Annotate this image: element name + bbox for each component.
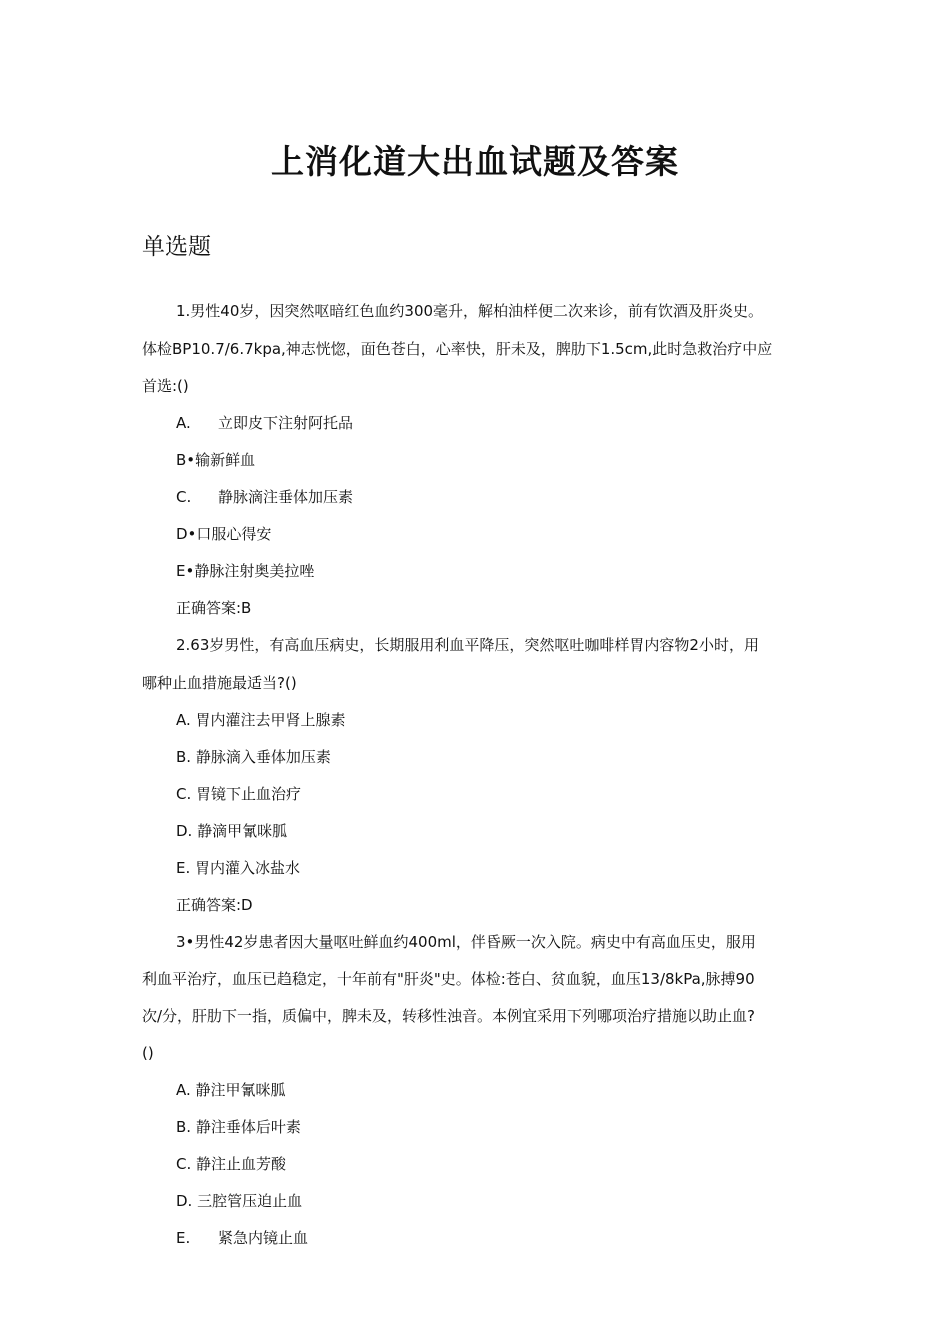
question-3-option-d xyxy=(176,1191,302,1211)
question-2-option-c xyxy=(176,784,301,804)
question-2-option-b xyxy=(176,747,331,767)
option-text: 三腔管压迫止血 xyxy=(197,1192,303,1210)
option-letter: E. xyxy=(176,1229,191,1247)
option-letter: A. xyxy=(176,414,191,432)
option-text: 口服心得安 xyxy=(196,525,272,543)
question-3-option-e xyxy=(176,1228,308,1248)
option-text: 胃镜下止血治疗 xyxy=(196,785,302,803)
question-1-answer: 正确答案:B xyxy=(176,599,252,617)
question-2-stem-line-1: 2.63岁男性，有高血压病史，长期服用利血平降压，突然呕吐咖啡样胃内容物2小时，用 xyxy=(176,636,759,654)
option-letter: E• xyxy=(176,562,195,580)
option-text: 胃内灌注去甲肾上腺素 xyxy=(195,711,346,729)
option-letter: A. xyxy=(176,711,191,729)
option-text: 立即皮下注射阿托品 xyxy=(218,414,354,432)
option-text: 胃内灌入冰盐水 xyxy=(195,859,301,877)
option-text: 静滴甲氰咪胍 xyxy=(197,822,288,840)
page-title: 上消化道大出血试题及答案 xyxy=(271,142,679,181)
option-text: 静注甲氰咪胍 xyxy=(195,1081,286,1099)
option-text: 静注止血芳酸 xyxy=(196,1155,287,1173)
option-letter: B• xyxy=(176,451,196,469)
option-letter: E. xyxy=(176,859,191,877)
option-text: 静注垂体后叶素 xyxy=(195,1118,301,1136)
question-3-stem-line-4: () xyxy=(142,1044,154,1062)
option-letter: D. xyxy=(176,822,193,840)
question-1-option-e xyxy=(176,561,314,581)
question-1-option-a xyxy=(176,413,353,433)
section-heading: 单选题 xyxy=(142,234,211,260)
question-1-option-b xyxy=(176,450,255,470)
option-text: 紧急内镜止血 xyxy=(218,1229,309,1247)
question-2-stem-line-2: 哪种止血措施最适当?() xyxy=(142,674,297,692)
question-3-option-c xyxy=(176,1154,286,1174)
question-2-option-e xyxy=(176,858,300,878)
option-text: 输新鲜血 xyxy=(195,451,256,469)
question-1-option-d xyxy=(176,524,271,544)
option-text: 静脉滴注垂体加压素 xyxy=(218,488,354,506)
option-text: 静脉注射奥美拉唑 xyxy=(194,562,315,580)
question-3-option-b xyxy=(176,1117,301,1137)
question-3-stem-line-2: 利血平治疗，血压已趋稳定，十年前有"肝炎"史。体检:苍白、贫血貌，血压13/8kPa,脉搏90 xyxy=(142,970,755,988)
option-letter: C. xyxy=(176,1155,192,1173)
option-letter: B. xyxy=(176,1118,192,1136)
question-1-stem-line-1: 1.男性40岁，因突然呕暗红色血约300毫升，解柏油样便二次来诊，前有饮酒及肝炎史。 xyxy=(176,302,764,320)
question-2-option-a xyxy=(176,710,346,730)
question-2-option-d xyxy=(176,821,287,841)
question-3-option-a xyxy=(176,1080,286,1100)
option-letter: D. xyxy=(176,1192,193,1210)
option-letter: D• xyxy=(176,525,197,543)
question-3-stem-line-1: 3•男性42岁患者因大量呕吐鲜血约400ml，伴昏厥一次入院。病史中有高血压史，服用 xyxy=(176,933,756,951)
question-3-stem-line-3: 次/分，肝肋下一指，质偏中，脾未及，转移性浊音。本例宜采用下列哪项治疗措施以助止血? xyxy=(142,1007,756,1025)
question-1-stem-line-3: 首选:() xyxy=(142,377,189,395)
option-letter: C. xyxy=(176,488,192,506)
question-1-stem-line-2: 体检BP10.7/6.7kpa,神志恍惚，面色苍白，心率快，肝未及，脾肋下1.5cm,此时急救治疗中应 xyxy=(142,340,773,358)
option-letter: A. xyxy=(176,1081,191,1099)
question-2-answer: 正确答案:D xyxy=(176,896,253,914)
option-letter: C. xyxy=(176,785,192,803)
question-1-option-c xyxy=(176,487,353,507)
option-text: 静脉滴入垂体加压素 xyxy=(195,748,331,766)
option-letter: B. xyxy=(176,748,192,766)
